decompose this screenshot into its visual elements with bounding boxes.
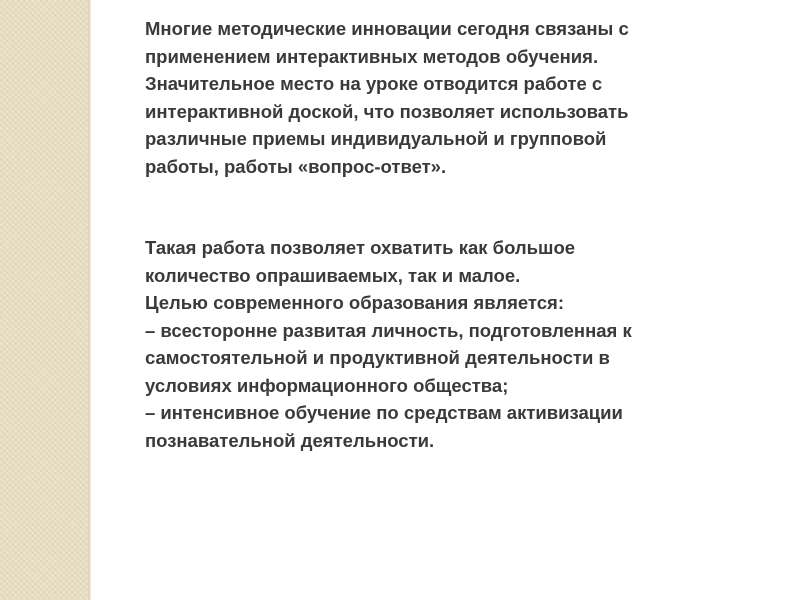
slide-content bbox=[145, 15, 765, 454]
decorative-side-band bbox=[0, 0, 88, 600]
paragraph-innovations: Многие методические инновации сегодня связаны с применением интерактивных методов обучения. Значительное место на уроке отводится работе с интерактивной доской, что позволяет использовать различные приемы индивидуальной и групповой работы, работы «вопрос-ответ». bbox=[145, 18, 629, 177]
paragraph-spacer bbox=[145, 180, 765, 234]
paragraph-education-goals: Такая работа позволяет охватить как большое количество опрашиваемых, так и малое. Целью современного образования является: – всесторонне развитая личность, подготовленная к самостоятельной и продуктивной деятельности в условиях информационного общества; – интенсивное обучение по средствам активизации познавательной деятельности. bbox=[145, 237, 632, 451]
side-band-edge bbox=[88, 0, 91, 600]
